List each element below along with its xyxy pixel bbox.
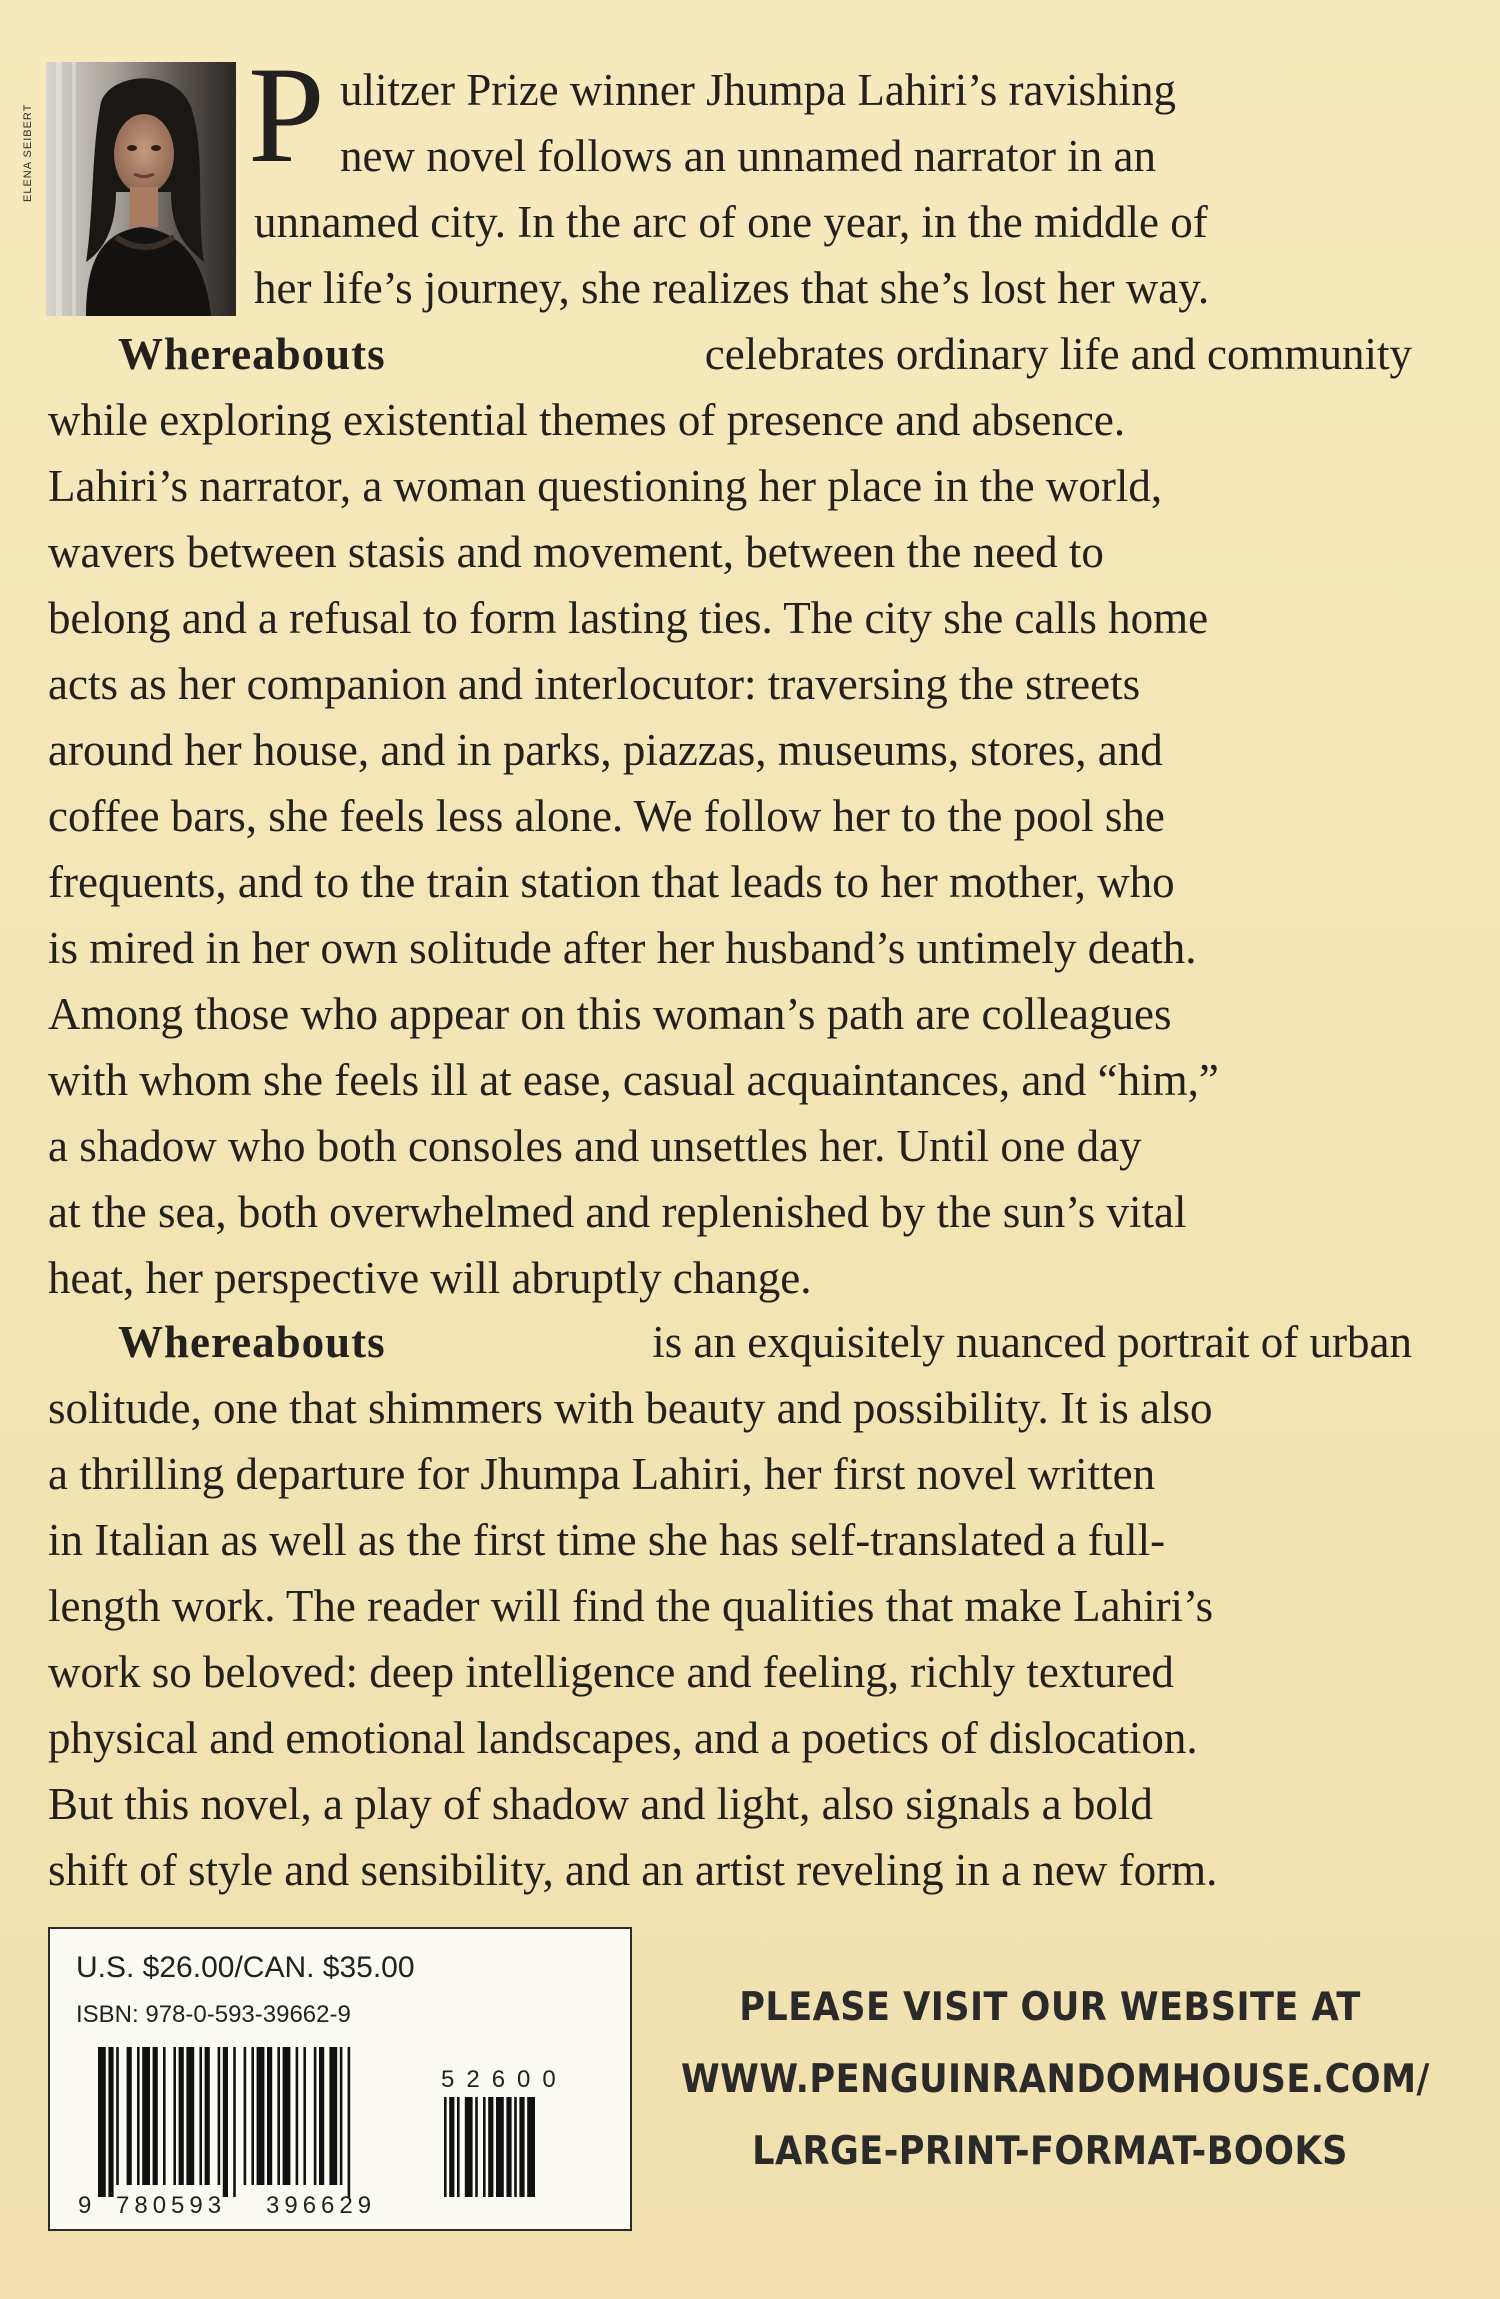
- p2_lines-line: belong and a refusal to form lasting ties. The city she calls home: [48, 593, 1209, 643]
- barcode-bar: [127, 2047, 132, 2185]
- p2_lines-line: Lahiri’s narrator, a woman questioning her place in the world,: [48, 461, 1163, 511]
- p2_lines-line: coffee bars, she feels less alone. We follow her to the pool she: [48, 791, 1165, 841]
- addon-bar: [449, 2097, 454, 2197]
- p2_lines-line: acts as her companion and interlocutor: traversing the streets: [48, 659, 1141, 709]
- barcode-bar: [218, 2047, 221, 2185]
- p2_lines-line: Among those who appear on this woman’s path are colleagues: [48, 989, 1172, 1039]
- barcode-bar: [319, 2047, 324, 2185]
- barcode-bar: [296, 2047, 299, 2185]
- p3_lines-line: shift of style and sensibility, and an artist reveling in a new form.: [48, 1845, 1218, 1895]
- p3_lines-line: a thrilling departure for Jhumpa Lahiri, her first novel written: [48, 1449, 1156, 1499]
- barcode-bar: [233, 2047, 236, 2197]
- isbn-label: ISBN: 978-0-593-39662-9: [76, 2001, 351, 2028]
- addon-bar: [483, 2097, 486, 2197]
- p3-first-text: is an exquisitely nuanced portrait of urban: [652, 1317, 1412, 1367]
- drop-cap: P: [248, 38, 325, 191]
- addon-bar: [506, 2097, 511, 2197]
- barcode-bar: [277, 2047, 280, 2185]
- price-label: U.S. $26.00/CAN. $35.00: [76, 1951, 415, 1984]
- barcode-bar: [244, 2047, 247, 2185]
- blurb-line-1: ulitzer Prize winner Jhumpa Lahiri’s ravishing: [340, 65, 1177, 115]
- addon-bar: [457, 2097, 460, 2197]
- barcode-group-2: 396629: [266, 2192, 377, 2217]
- ean13-bars: [98, 2047, 350, 2197]
- barcode-bar: [98, 2047, 106, 2197]
- barcode-bar: [257, 2047, 265, 2185]
- barcode: [76, 2047, 616, 2217]
- paragraph-2-first-line: [118, 330, 1412, 380]
- barcode-bar: [116, 2047, 119, 2185]
- p2_lines-line: wavers between stasis and movement, between the need to: [48, 527, 1104, 577]
- blurb-line-4: her life’s journey, she realizes that she’s lost her way.: [254, 263, 1210, 313]
- barcode-bar: [108, 2047, 113, 2197]
- blurb-line-3: unnamed city. In the arc of one year, in the middle of: [254, 197, 1208, 247]
- price-barcode-box: [48, 1927, 632, 2231]
- barcode-bar: [199, 2047, 202, 2185]
- addon-bar: [488, 2097, 493, 2197]
- website-line-1: PLEASE VISIT OUR WEBSITE AT: [739, 1985, 1361, 2030]
- p2_lines-line: heat, her perspective will abruptly change.: [48, 1253, 812, 1303]
- barcode-bar: [283, 2047, 291, 2185]
- barcode-lead-digit: 9: [78, 2192, 92, 2217]
- barcode-bar: [251, 2047, 254, 2185]
- addon-bar: [519, 2097, 524, 2197]
- p2_lines-line: with whom she feels ill at ease, casual acquaintances, and “him,”: [48, 1055, 1219, 1105]
- barcode-bar: [137, 2047, 140, 2185]
- author-portrait-image: [46, 62, 236, 316]
- addon-bar: [514, 2097, 517, 2197]
- addon-bars: [444, 2097, 535, 2197]
- p2_lines-line: while exploring existential themes of presence and absence.: [48, 395, 1126, 445]
- barcode-bar: [163, 2047, 166, 2185]
- p3_lines-line: length work. The reader will find the qualities that make Lahiri’s: [48, 1581, 1214, 1631]
- blurb-line-2: new novel follows an unnamed narrator in an: [340, 131, 1156, 181]
- book-title-2: Whereabouts: [118, 1317, 386, 1367]
- p2_lines-line: around her house, and in parks, piazzas, museums, stores, and: [48, 725, 1163, 775]
- photo-credit: ELENA SEIBERT: [22, 103, 34, 203]
- barcode-bar: [223, 2047, 228, 2197]
- p3_lines-line: work so beloved: deep intelligence and feeling, richly textured: [48, 1647, 1174, 1697]
- book-title-1: Whereabouts: [118, 329, 386, 379]
- addon-bar: [444, 2097, 447, 2197]
- barcode-bar: [142, 2047, 150, 2185]
- website-url[interactable]: WWW.PENGUINRANDOMHOUSE.COM/: [681, 2057, 1430, 2102]
- barcode-bar: [348, 2047, 351, 2197]
- barcode-addon-digits: 52600: [441, 2066, 568, 2093]
- p2-first-text: celebrates ordinary life and community: [704, 329, 1412, 379]
- p2_lines-line: frequents, and to the train station that leads to her mother, who: [48, 857, 1175, 907]
- p3_lines-line: solitude, one that shimmers with beauty and possibility. It is also: [48, 1383, 1213, 1433]
- author-photo: [46, 62, 236, 316]
- p2_lines-line: at the sea, both overwhelmed and replenished by the sun’s vital: [48, 1187, 1187, 1237]
- paragraph-3-first-line: [118, 1318, 1412, 1368]
- barcode-bar: [340, 2047, 343, 2185]
- barcode-bar: [186, 2047, 194, 2185]
- addon-bar: [475, 2097, 478, 2197]
- barcode-bar: [303, 2047, 306, 2185]
- barcode-bar: [314, 2047, 317, 2185]
- barcode-bar: [153, 2047, 158, 2185]
- addon-bar: [496, 2097, 504, 2197]
- barcode-bar: [173, 2047, 176, 2185]
- website-notice: [681, 1972, 1430, 2188]
- p2_lines-line: a shadow who both consoles and unsettles her. Until one day: [48, 1121, 1142, 1171]
- barcode-bar: [179, 2047, 184, 2185]
- barcode-bar: [329, 2047, 337, 2185]
- barcode-group-1: 780593: [116, 2192, 227, 2217]
- p2_lines-line: is mired in her own solitude after her husband’s untimely death.: [48, 923, 1197, 973]
- barcode-bar: [267, 2047, 272, 2185]
- p3_lines-line: physical and emotional landscapes, and a poetics of dislocation.: [48, 1713, 1198, 1763]
- barcode-bar: [205, 2047, 210, 2185]
- addon-bar: [527, 2097, 535, 2197]
- p3_lines-line: But this novel, a play of shadow and light, also signals a bold: [48, 1779, 1153, 1829]
- addon-bar: [465, 2097, 473, 2197]
- p3_lines-line: in Italian as well as the first time she has self-translated a full-: [48, 1515, 1166, 1565]
- website-line-3: LARGE-PRINT-FORMAT-BOOKS: [752, 2129, 1348, 2174]
